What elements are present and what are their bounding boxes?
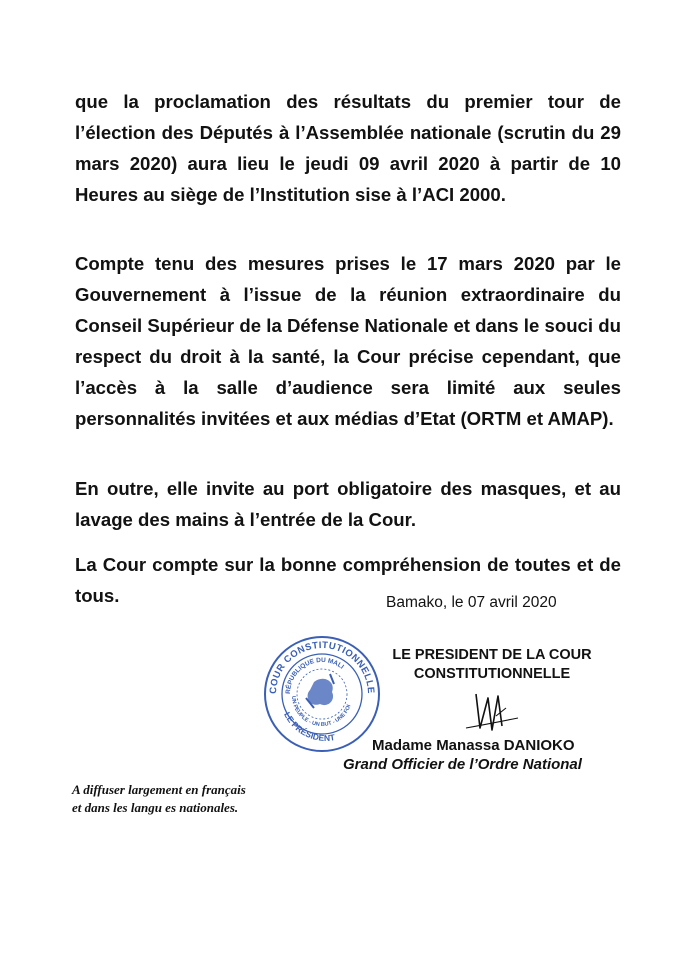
court-seal-stamp bbox=[262, 634, 382, 754]
note-line-1: A diffuser largement en français bbox=[72, 782, 246, 797]
place-date: Bamako, le 07 avril 2020 bbox=[386, 594, 557, 611]
stamp-motto: UN PEUPLE - UN BUT - UNE FOI bbox=[289, 695, 353, 729]
president-heading bbox=[372, 646, 612, 684]
president-line-1: LE PRESIDENT DE LA COUR bbox=[392, 647, 592, 663]
stamp-bottom-text: LE PRÉSIDENT bbox=[282, 710, 336, 743]
note-line-2: et dans les langu es nationales. bbox=[72, 800, 239, 815]
stamp-outer-text: COUR CONSTITUTIONNELLE bbox=[267, 639, 377, 695]
paragraph-masks: En outre, elle invite au port obligatoire des masques, et au lavage des mains à l’entrée de la Cour. bbox=[75, 477, 621, 530]
signatory-name: Madame Manassa DANIOKO bbox=[372, 737, 575, 754]
president-line-2: CONSTITUTIONNELLE bbox=[413, 666, 571, 682]
paragraph-proclamation: que la proclamation des résultats du premier tour de l’élection des Députés à l’Assemblée nationale (scrutin du 29 mars 2020) aura lieu le jeudi 09 avril 2020 à partir de 10 Heures au siège de l’Institution sise à l’ACI 2000. bbox=[75, 90, 621, 205]
paragraph-measures: Compte tenu des mesures prises le 17 mars 2020 par le Gouvernement à l’issue de la réunion extraordinaire du Conseil Supérieur de la Défense Nationale et dans le souci du respect du droit à la santé, la Cour précise cependant, que l’accès à la salle d’audience sera limité aux seules personnalités invitées et aux médias d’Etat (ORTM et AMAP). bbox=[75, 252, 621, 429]
stamp-inner-text: RÉPUBLIQUE DU MALI bbox=[284, 656, 345, 695]
distribution-note bbox=[72, 781, 332, 817]
signatory-title: Grand Officier de l’Ordre National bbox=[343, 756, 582, 773]
paragraph-understanding: La Cour compte sur la bonne compréhension de toutes et de tous. bbox=[75, 553, 621, 606]
handwritten-signature bbox=[458, 688, 528, 736]
